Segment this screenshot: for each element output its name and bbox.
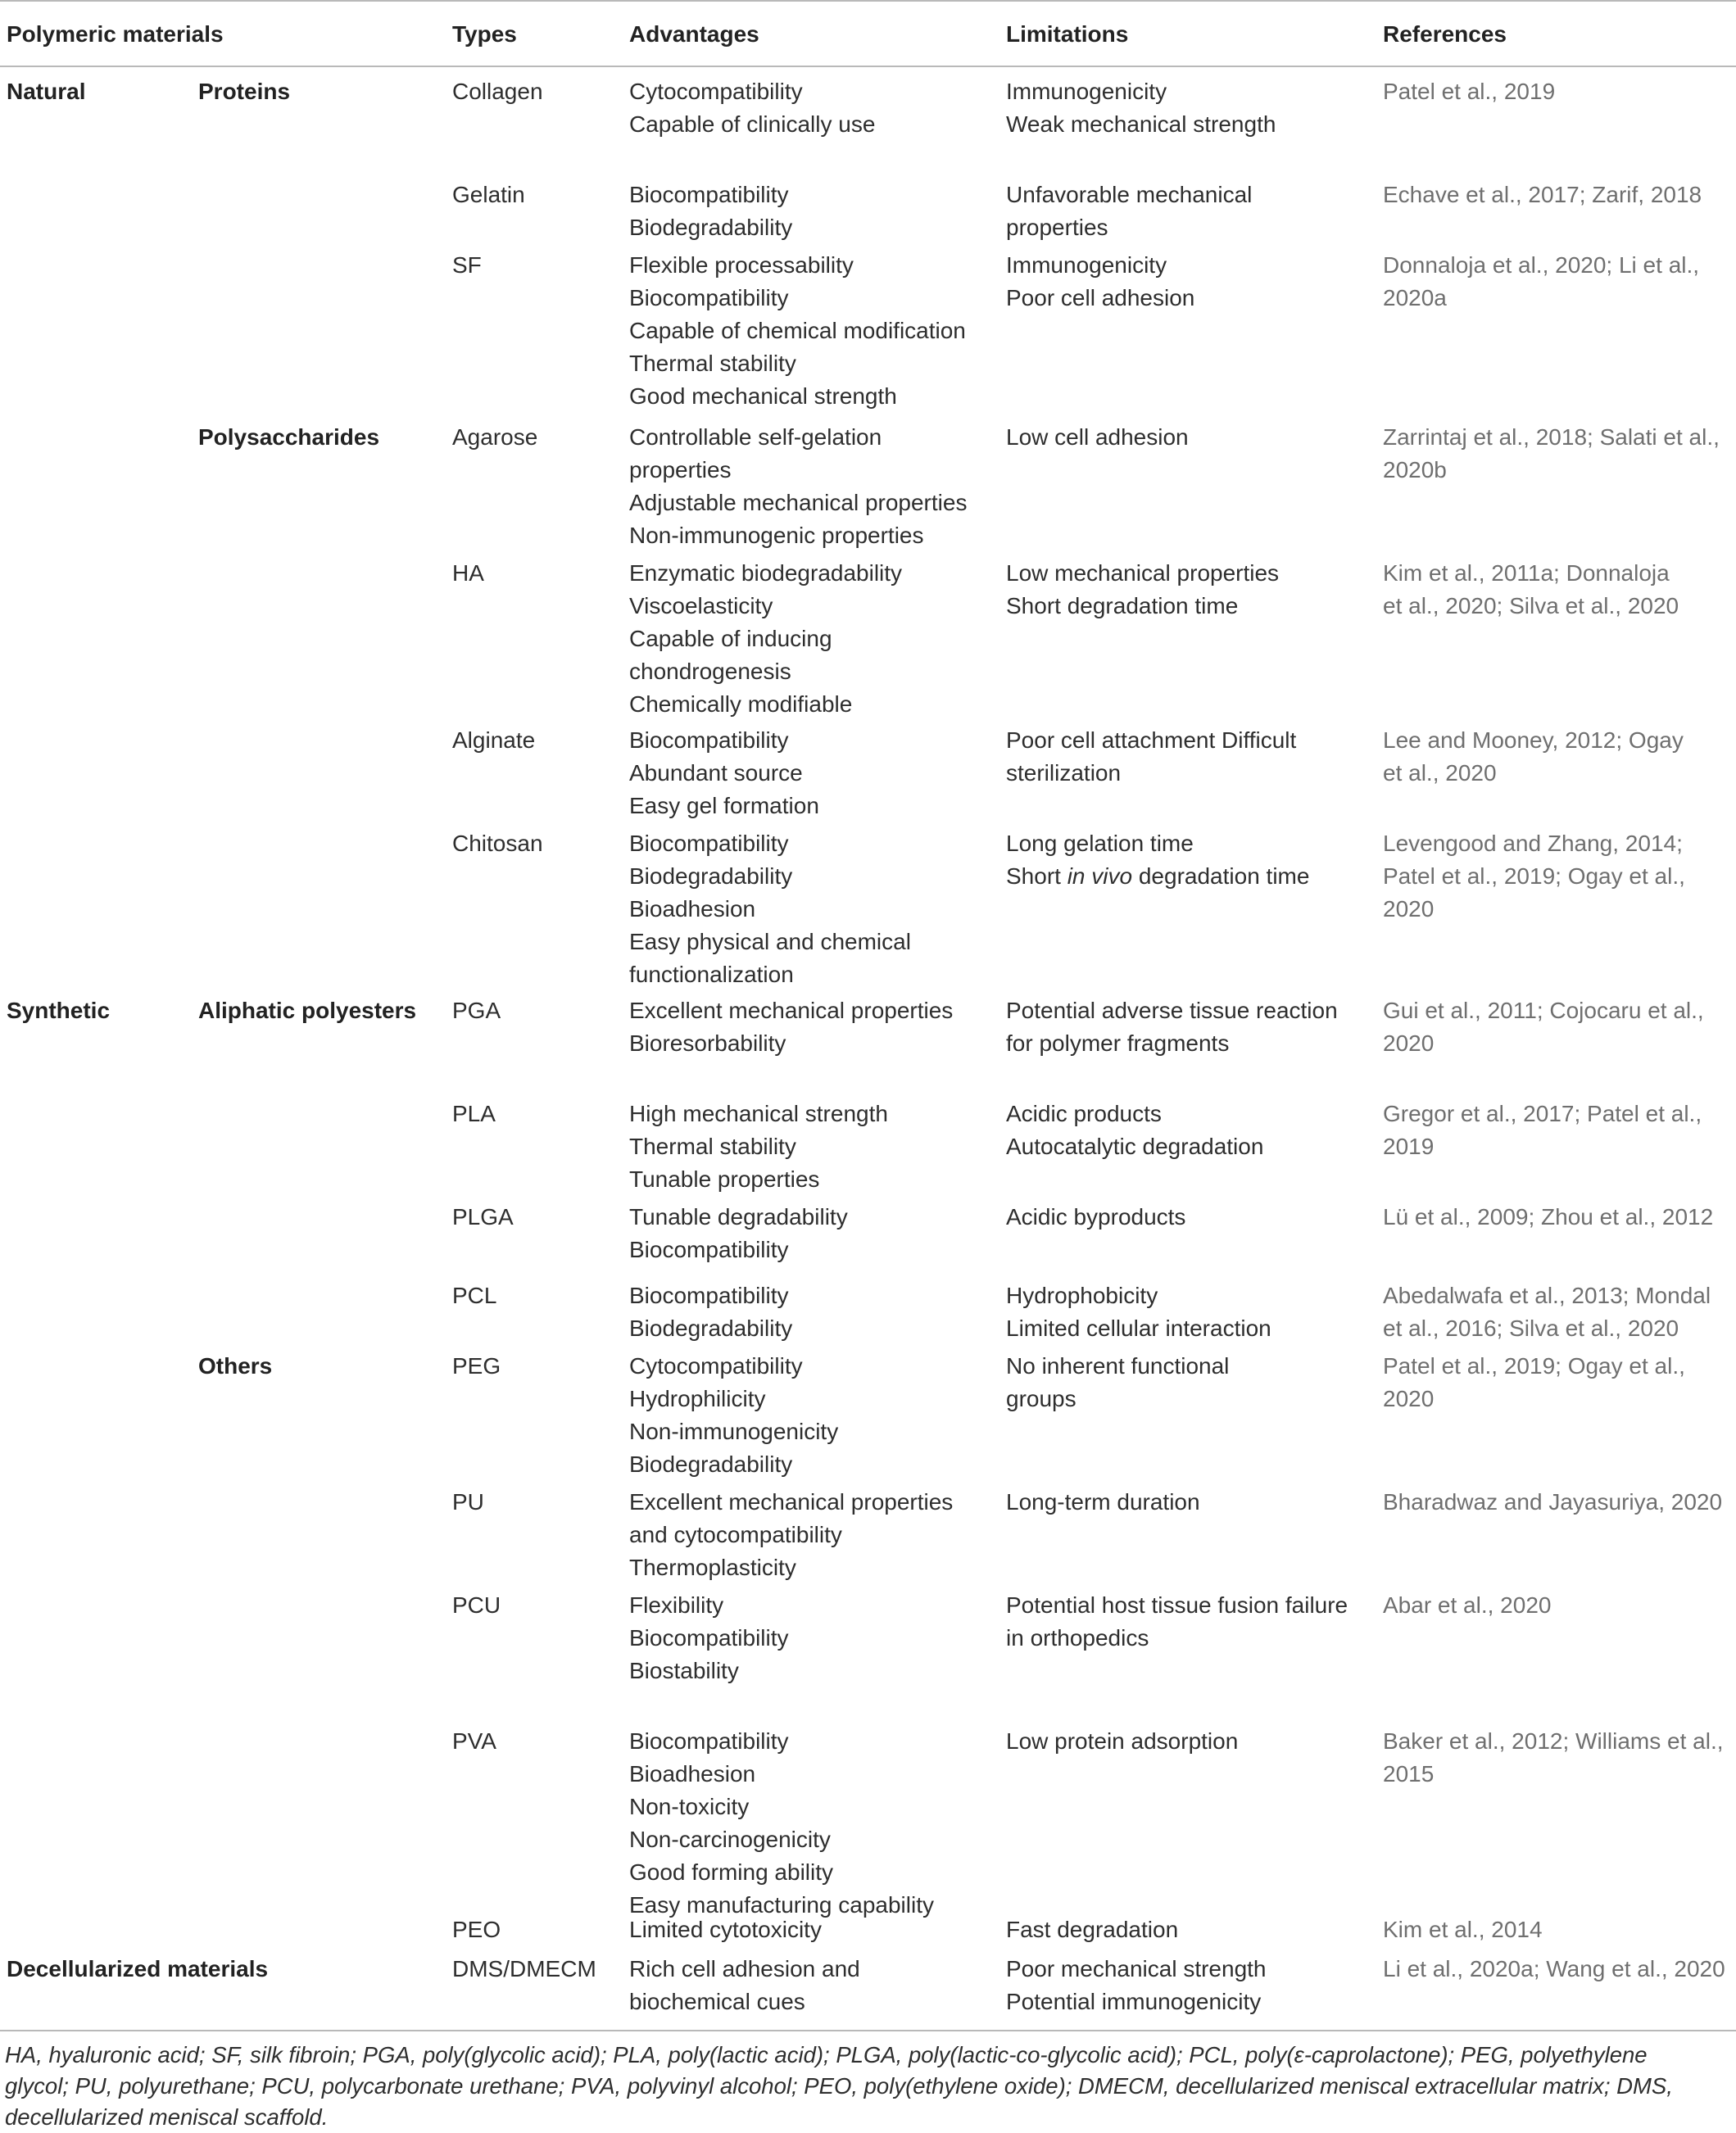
limitations-cell-line: No inherent functional <box>1006 1353 1230 1379</box>
advantages-cell-line: Biocompatibility <box>629 285 789 310</box>
references-cell-line: Lee and Mooney, 2012; Ogay <box>1383 727 1684 753</box>
advantages-cell-line: Good forming ability <box>629 1859 834 1885</box>
limitations-cell-line: Potential host tissue fusion failure <box>1006 1592 1348 1618</box>
advantages-cell-line: functionalization <box>629 962 794 987</box>
advantages-cell-line: Cytocompatibility <box>629 1353 803 1379</box>
limitations-cell-line: Short in vivo degradation time <box>1006 863 1310 889</box>
type-cell: Gelatin <box>452 182 525 207</box>
footnote-line: decellularized meniscal scaffold. <box>5 2104 329 2130</box>
limitations-cell-line: in orthopedics <box>1006 1625 1149 1651</box>
references-cell-line: et al., 2020 <box>1383 760 1497 786</box>
references-cell <box>1383 724 1684 790</box>
table-header-row <box>0 0 1736 67</box>
advantages-cell <box>629 557 902 721</box>
limitations-cell <box>1006 1279 1271 1345</box>
references-cell <box>1383 1589 1551 1622</box>
limitations-cell-line: Potential immunogenicity <box>1006 1989 1262 2014</box>
references-cell <box>1383 1279 1711 1345</box>
advantages-cell-line: Bioresorbability <box>629 1030 786 1056</box>
advantages-cell-line: Biodegradability <box>629 1451 793 1477</box>
references-cell <box>1383 1725 1724 1791</box>
type-cell: Agarose <box>452 424 538 450</box>
advantages-cell-line: Easy manufacturing capability <box>629 1892 934 1918</box>
limitations-cell <box>1006 1953 1267 2018</box>
limitations-cell-line: properties <box>1006 215 1108 240</box>
references-cell <box>1383 249 1699 315</box>
references-cell-line: Gui et al., 2011; Cojocaru et al., <box>1383 998 1704 1023</box>
type-cell: PVA <box>452 1728 496 1754</box>
limitations-cell <box>1006 1350 1229 1415</box>
references-cell-line: Zarrintaj et al., 2018; Salati et al., <box>1383 424 1720 450</box>
advantages-cell-line: Capable of inducing <box>629 626 832 651</box>
advantages-cell-line: Flexibility <box>629 1592 724 1618</box>
references-cell-line: 2020b <box>1383 457 1447 482</box>
advantages-cell-line: Bioadhesion <box>629 896 756 922</box>
table-bottom-rule <box>0 2030 1736 2031</box>
advantages-cell <box>629 1589 789 1687</box>
references-cell-line: 2015 <box>1383 1761 1435 1787</box>
references-cell-line: Kim et al., 2014 <box>1383 1917 1543 1942</box>
advantages-cell <box>629 827 911 991</box>
advantages-cell-line: Non-toxicity <box>629 1794 750 1819</box>
advantages-cell-line: Controllable self-gelation <box>629 424 882 450</box>
references-cell <box>1383 1201 1713 1234</box>
type-cell: PU <box>452 1489 484 1515</box>
group-label: Synthetic <box>7 998 111 1023</box>
advantages-cell-line: Tunable properties <box>629 1166 820 1192</box>
limitations-cell-line: Fast degradation <box>1006 1917 1179 1942</box>
references-cell <box>1383 1350 1685 1415</box>
references-cell <box>1383 557 1679 623</box>
references-cell-line: Echave et al., 2017; Zarif, 2018 <box>1383 182 1702 207</box>
limitations-cell-line: Long-term duration <box>1006 1489 1200 1515</box>
header-polymeric-materials: Polymeric materials <box>7 21 224 47</box>
references-cell <box>1383 179 1702 211</box>
header-references: References <box>1383 21 1507 47</box>
references-cell <box>1383 421 1720 487</box>
limitations-cell <box>1006 1098 1263 1163</box>
category-label: Others <box>198 1353 273 1379</box>
limitations-cell <box>1006 75 1276 141</box>
advantages-cell-line: Biocompatibility <box>629 1625 789 1651</box>
advantages-cell-line: Biocompatibility <box>629 831 789 856</box>
advantages-cell <box>629 249 966 413</box>
header-limitations: Limitations <box>1006 21 1129 47</box>
references-cell-line: Kim et al., 2011a; Donnaloja <box>1383 560 1670 586</box>
advantages-cell-line: Adjustable mechanical properties <box>629 490 968 515</box>
header-advantages: Advantages <box>629 21 759 47</box>
limitations-cell <box>1006 724 1296 790</box>
advantages-cell-line: Thermoplasticity <box>629 1555 796 1580</box>
advantages-cell-line: Excellent mechanical properties <box>629 998 954 1023</box>
references-cell-line: Abar et al., 2020 <box>1383 1592 1552 1618</box>
limitations-cell-line: Acidic products <box>1006 1101 1162 1126</box>
advantages-cell-line: Abundant source <box>629 760 803 786</box>
footnote-line: HA, hyaluronic acid; SF, silk fibroin; PGA, poly(glycolic acid); PLA, poly(lactic acid); PLGA, poly(lactic-co-glycolic acid); PCL, poly(ε-caprolactone); PEG, polyethylene <box>5 2042 1648 2067</box>
references-cell-line: Donnaloja et al., 2020; Li et al., <box>1383 252 1700 278</box>
references-cell-line: Abedalwafa et al., 2013; Mondal <box>1383 1283 1711 1308</box>
limitations-cell-line: Immunogenicity <box>1006 79 1167 104</box>
table-footnote <box>5 2040 1729 2133</box>
advantages-cell <box>629 1913 822 1946</box>
advantages-cell-line: Biocompatibility <box>629 182 789 207</box>
advantages-cell-line: Non-immunogenic properties <box>629 523 924 548</box>
advantages-cell-line: Biodegradability <box>629 863 793 889</box>
type-cell: SF <box>452 252 482 278</box>
advantages-cell-line: High mechanical strength <box>629 1101 888 1126</box>
advantages-cell <box>629 1486 953 1584</box>
references-cell-line: Patel et al., 2019 <box>1383 79 1556 104</box>
limitations-cell-line: Poor mechanical strength <box>1006 1956 1267 1981</box>
references-cell <box>1383 1953 1725 1986</box>
advantages-cell <box>629 724 819 822</box>
type-cell: PCU <box>452 1592 501 1618</box>
limitations-cell-line: groups <box>1006 1386 1077 1411</box>
advantages-cell-line: properties <box>629 457 732 482</box>
group-label: Decellularized materials <box>7 1956 269 1981</box>
category-label: Polysaccharides <box>198 424 380 450</box>
advantages-cell-line: Biocompatibility <box>629 1283 789 1308</box>
advantages-cell-line: Non-immunogenicity <box>629 1419 839 1444</box>
limitations-cell-line: Acidic byproducts <box>1006 1204 1186 1230</box>
type-cell: PEO <box>452 1917 501 1942</box>
advantages-cell-line: Hydrophilicity <box>629 1386 766 1411</box>
advantages-cell-line: Biodegradability <box>629 1316 793 1341</box>
type-cell: HA <box>452 560 484 586</box>
group-label: Natural <box>7 79 86 104</box>
category-label: Proteins <box>198 79 291 104</box>
advantages-cell-line: Flexible processability <box>629 252 854 278</box>
type-cell: PGA <box>452 998 501 1023</box>
limitations-cell-line: Autocatalytic degradation <box>1006 1134 1264 1159</box>
references-cell-line: et al., 2016; Silva et al., 2020 <box>1383 1316 1679 1341</box>
advantages-cell-line: Biodegradability <box>629 215 793 240</box>
advantages-cell-line: Cytocompatibility <box>629 79 803 104</box>
limitations-cell <box>1006 179 1252 244</box>
references-cell <box>1383 827 1685 926</box>
type-cell: Alginate <box>452 727 536 753</box>
limitations-cell-line: Limited cellular interaction <box>1006 1316 1271 1341</box>
type-cell: PEG <box>452 1353 501 1379</box>
limitations-cell-line: Potential adverse tissue reaction <box>1006 998 1338 1023</box>
limitations-cell-line: Unfavorable mechanical <box>1006 182 1253 207</box>
references-cell-line: Li et al., 2020a; Wang et al., 2020 <box>1383 1956 1725 1981</box>
limitations-cell-line: Low protein adsorption <box>1006 1728 1239 1754</box>
advantages-cell-line: Capable of chemical modification <box>629 318 966 343</box>
references-cell-line: 2020 <box>1383 896 1435 922</box>
references-cell-line: Levengood and Zhang, 2014; <box>1383 831 1683 856</box>
advantages-cell-line: Enzymatic biodegradability <box>629 560 903 586</box>
advantages-cell <box>629 1098 888 1196</box>
references-cell <box>1383 1913 1543 1946</box>
advantages-cell-line: Chemically modifiable <box>629 691 853 717</box>
limitations-cell <box>1006 1486 1200 1519</box>
advantages-cell-line: Easy physical and chemical <box>629 929 911 954</box>
advantages-cell-line: Biocompatibility <box>629 727 789 753</box>
advantages-cell-line: Excellent mechanical properties <box>629 1489 954 1515</box>
limitations-cell-line: Long gelation time <box>1006 831 1194 856</box>
limitations-cell-line: Low cell adhesion <box>1006 424 1189 450</box>
type-cell: DMS/DMECM <box>452 1956 596 1981</box>
limitations-cell-line: for polymer fragments <box>1006 1030 1230 1056</box>
references-cell-line: Bharadwaz and Jayasuriya, 2020 <box>1383 1489 1723 1515</box>
advantages-cell-line: Viscoelasticity <box>629 593 773 618</box>
type-cell: PLGA <box>452 1204 514 1230</box>
limitations-cell-line: Poor cell adhesion <box>1006 285 1195 310</box>
limitations-cell-line: Weak mechanical strength <box>1006 111 1276 137</box>
advantages-cell <box>629 1350 838 1481</box>
limitations-cell <box>1006 1913 1178 1946</box>
advantages-cell-line: Biostability <box>629 1658 739 1683</box>
advantages-cell <box>629 1201 848 1266</box>
advantages-cell-line: Limited cytotoxicity <box>629 1917 822 1942</box>
references-cell-line: Baker et al., 2012; Williams et al., <box>1383 1728 1724 1754</box>
limitations-cell-line: Low mechanical properties <box>1006 560 1280 586</box>
advantages-cell-line: Capable of clinically use <box>629 111 876 137</box>
limitations-cell <box>1006 421 1189 454</box>
type-cell: PCL <box>452 1283 497 1308</box>
advantages-cell <box>629 1279 792 1345</box>
limitations-cell <box>1006 1589 1348 1655</box>
limitations-cell <box>1006 994 1338 1060</box>
footnote-line: glycol; PU, polyurethane; PCU, polycarbonate urethane; PVA, polyvinyl alcohol; PEO, poly(ethylene oxide); DMECM, decellularized meniscal extracellular matrix; DMS, <box>5 2073 1673 2099</box>
advantages-cell-line: Biocompatibility <box>629 1237 789 1262</box>
references-cell-line: Patel et al., 2019; Ogay et al., <box>1383 1353 1685 1379</box>
advantages-cell-line: chondrogenesis <box>629 659 791 684</box>
references-cell <box>1383 1098 1702 1163</box>
limitations-cell-line: sterilization <box>1006 760 1122 786</box>
advantages-cell-line: Tunable degradability <box>629 1204 848 1230</box>
limitations-cell <box>1006 827 1309 893</box>
advantages-cell <box>629 1953 860 2018</box>
references-cell-line: Patel et al., 2019; Ogay et al., <box>1383 863 1685 889</box>
references-cell-line: 2020 <box>1383 1386 1435 1411</box>
advantages-cell-line: Thermal stability <box>629 1134 796 1159</box>
advantages-cell-line: Rich cell adhesion and <box>629 1956 860 1981</box>
advantages-cell-line: Easy gel formation <box>629 793 819 818</box>
references-cell-line: et al., 2020; Silva et al., 2020 <box>1383 593 1679 618</box>
advantages-cell <box>629 75 875 141</box>
advantages-cell <box>629 421 967 552</box>
header-types: Types <box>452 21 517 47</box>
advantages-cell-line: Good mechanical strength <box>629 383 897 409</box>
limitations-cell <box>1006 249 1194 315</box>
type-cell: Chitosan <box>452 831 543 856</box>
references-cell <box>1383 994 1704 1060</box>
limitations-cell-line: Hydrophobicity <box>1006 1283 1158 1308</box>
references-cell-line: 2020a <box>1383 285 1447 310</box>
limitations-cell <box>1006 557 1279 623</box>
advantages-cell <box>629 994 953 1060</box>
limitations-cell-line: Immunogenicity <box>1006 252 1167 278</box>
limitations-cell <box>1006 1201 1185 1234</box>
type-cell: Collagen <box>452 79 543 104</box>
limitations-cell-line: Short degradation time <box>1006 593 1239 618</box>
limitations-cell-line: Poor cell attachment Difficult <box>1006 727 1297 753</box>
references-cell-line: Lü et al., 2009; Zhou et al., 2012 <box>1383 1204 1714 1230</box>
references-cell <box>1383 1486 1722 1519</box>
references-cell-line: 2020 <box>1383 1030 1435 1056</box>
advantages-cell-line: biochemical cues <box>629 1989 805 2014</box>
limitations-cell <box>1006 1725 1238 1758</box>
advantages-cell-line: Non-carcinogenicity <box>629 1827 831 1852</box>
advantages-cell <box>629 179 792 244</box>
advantages-cell-line: Thermal stability <box>629 351 796 376</box>
references-cell-line: 2019 <box>1383 1134 1435 1159</box>
advantages-cell-line: and cytocompatibility <box>629 1522 842 1547</box>
category-label: Aliphatic polyesters <box>198 998 417 1023</box>
advantages-cell-line: Biocompatibility <box>629 1728 789 1754</box>
references-cell <box>1383 75 1555 108</box>
type-cell: PLA <box>452 1101 496 1126</box>
references-cell-line: Gregor et al., 2017; Patel et al., <box>1383 1101 1702 1126</box>
advantages-cell <box>629 1725 934 1922</box>
advantages-cell-line: Bioadhesion <box>629 1761 756 1787</box>
